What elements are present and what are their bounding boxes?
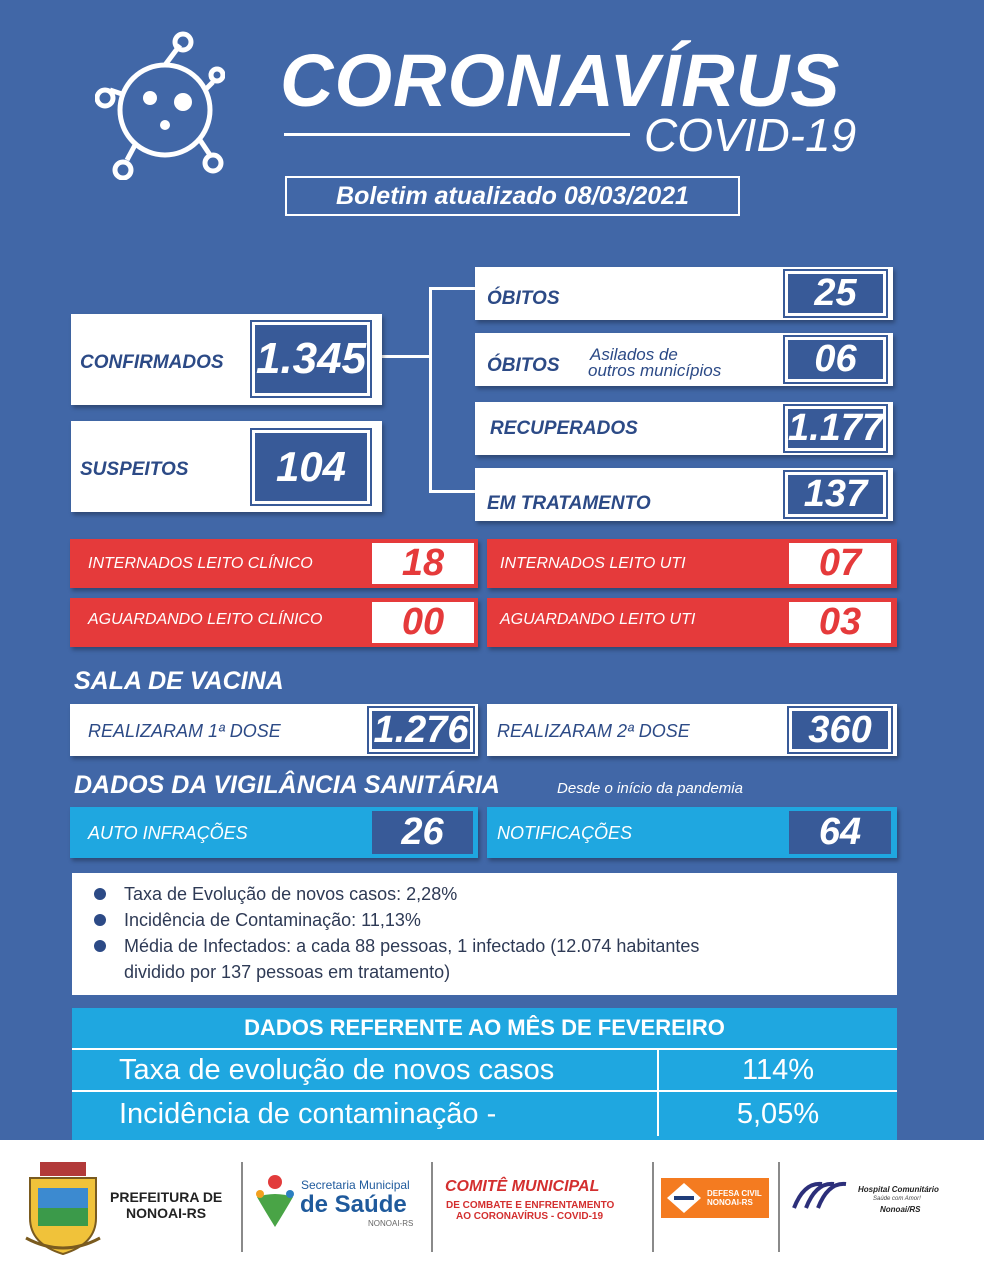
vigilancia-title: DADOS DA VIGILÂNCIA SANITÁRIA — [74, 771, 500, 799]
vigilancia-note: Desde o início da pandemia — [557, 780, 743, 797]
bullet-icon — [94, 914, 106, 926]
footer-divider — [431, 1162, 433, 1252]
fevereiro-row2-label: Incidência de contaminação - — [72, 1092, 659, 1136]
defesa-line2: NONOAI-RS — [707, 1198, 753, 1207]
footer-divider — [652, 1162, 654, 1252]
aguardando-uti-value: 03 — [789, 602, 891, 643]
recuperados-label: RECUPERADOS — [490, 418, 638, 439]
footer — [0, 1140, 984, 1280]
prefeitura-line1: PREFEITURA DE — [110, 1189, 223, 1205]
dose1-label: REALIZARAM 1ª DOSE — [88, 721, 281, 741]
page-title: CORONAVÍRUS — [280, 39, 841, 122]
internados-clinico-value: 18 — [372, 543, 474, 584]
notificacoes-label: NOTIFICAÇÕES — [497, 823, 633, 843]
bullet-icon — [94, 888, 106, 900]
defesa-civil-icon — [665, 1181, 703, 1215]
virus-icon — [95, 30, 225, 180]
hospital-logo-icon — [790, 1178, 852, 1214]
internados-uti-label: INTERNADOS LEITO UTI — [500, 555, 686, 572]
aguardando-uti-label: AGUARDANDO LEITO UTI — [500, 611, 696, 628]
tratamento-value: 137 — [785, 472, 886, 517]
prefeitura-crest-icon — [22, 1158, 104, 1258]
obitos-asilados-note-1: Asilados de — [590, 345, 678, 364]
vacina-title: SALA DE VACINA — [74, 667, 284, 695]
fevereiro-row2-value: 5,05% — [736, 1097, 820, 1130]
connector-v — [429, 287, 432, 492]
hospital-line2: Saúde com Amor! — [873, 1196, 921, 1202]
indicators-list — [72, 873, 897, 995]
dose2-label: REALIZARAM 2ª DOSE — [497, 721, 690, 741]
defesa-line1: DEFESA CIVIL — [707, 1189, 762, 1198]
fevereiro-row1-value: 114% — [741, 1053, 815, 1086]
recuperados-value: 1.177 — [785, 406, 886, 451]
saude-line1: Secretaria Municipal — [301, 1178, 410, 1192]
fevereiro-title: DADOS REFERENTE AO MÊS DE FEVEREIRO — [244, 1015, 725, 1040]
suspeitos-label: SUSPEITOS — [80, 459, 189, 480]
notificacoes-value: 64 — [789, 811, 891, 854]
dose1-value: 1.276 — [369, 708, 473, 752]
prefeitura-line2: NONOAI-RS — [126, 1205, 207, 1221]
bulletin-date: Boletim atualizado 08/03/2021 — [285, 176, 740, 216]
indicator-item: Taxa de Evolução de novos casos: 2,28% — [94, 881, 897, 907]
comite-line1: COMITÊ MUNICIPAL — [445, 1178, 600, 1195]
fevereiro-row — [72, 1092, 897, 1136]
fevereiro-table — [72, 1008, 897, 1140]
footer-divider — [241, 1162, 243, 1252]
obitos-asilados-value: 06 — [785, 337, 886, 382]
internados-clinico-label: INTERNADOS LEITO CLÍNICO — [88, 555, 313, 572]
saude-line2: de Saúde — [300, 1191, 407, 1218]
page-subtitle: COVID-19 — [644, 109, 857, 161]
tratamento-label: EM TRATAMENTO — [487, 493, 651, 514]
fevereiro-row1-label: Taxa de evolução de novos casos — [72, 1050, 659, 1090]
aguardando-clinico-label: AGUARDANDO LEITO CLÍNICO — [88, 611, 323, 628]
obitos-label: ÓBITOS — [487, 288, 560, 309]
indicator-item: Incidência de Contaminação: 11,13% — [94, 907, 897, 933]
dose2-value: 360 — [789, 708, 891, 752]
hospital-line1: Hospital Comunitário — [858, 1185, 939, 1194]
connector-tratamento — [429, 490, 475, 493]
saude-line3: NONOAI-RS — [368, 1219, 414, 1228]
infracoes-label: AUTO INFRAÇÕES — [88, 823, 248, 843]
connector-obitos — [429, 287, 475, 290]
comite-line3: AO CORONAVÍRUS - COVID-19 — [456, 1211, 604, 1222]
bullet-icon — [94, 940, 106, 952]
fevereiro-row — [72, 1048, 897, 1092]
defesa-civil-badge — [661, 1178, 769, 1218]
obitos-asilados-note-2: outros municípios — [588, 361, 722, 380]
obitos-value: 25 — [785, 271, 886, 316]
confirmados-value: 1.345 — [252, 322, 370, 396]
title-divider — [284, 133, 630, 136]
obitos-asilados-label: ÓBITOS — [487, 355, 560, 376]
footer-divider — [778, 1162, 780, 1252]
aguardando-clinico-value: 00 — [372, 602, 474, 643]
saude-logo-icon — [252, 1172, 298, 1232]
hospital-line3: Nonoai/RS — [880, 1205, 921, 1214]
suspeitos-value: 104 — [252, 430, 370, 504]
comite-line2: DE COMBATE E ENFRENTAMENTO — [446, 1200, 615, 1211]
confirmados-label: CONFIRMADOS — [80, 352, 224, 373]
internados-uti-value: 07 — [789, 543, 891, 584]
indicator-item: Média de Infectados: a cada 88 pessoas, 1 infectado (12.074 habitantes dividido por 137 pessoas em tratamento) — [94, 933, 897, 985]
infracoes-value: 26 — [372, 811, 473, 854]
